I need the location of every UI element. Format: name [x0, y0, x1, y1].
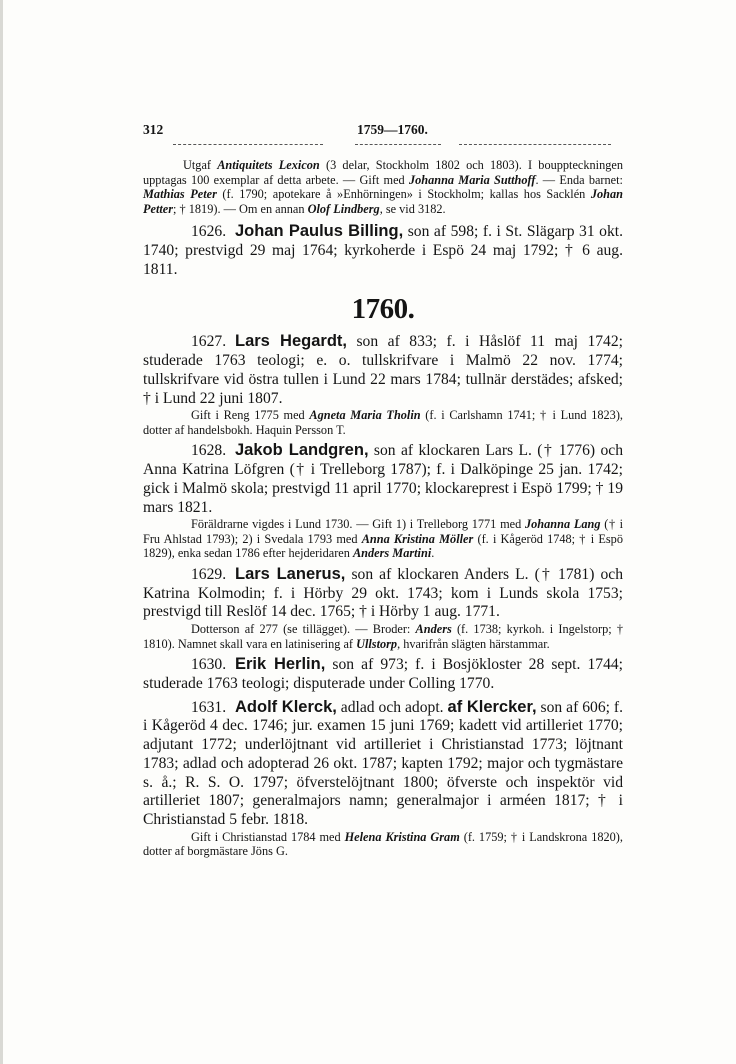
note-text: Gift i Christianstad 1784 med [191, 829, 345, 844]
person-name: Johanna Lang [525, 517, 601, 532]
note-text: . [431, 546, 435, 561]
entry-1628-note [143, 517, 623, 561]
entry-number: 1630. [191, 656, 227, 674]
book-title: Antiquitets Lexicon [217, 158, 320, 172]
entry-number: 1626. [191, 223, 227, 241]
entry-name: Johan Paulus Billing, [235, 222, 404, 241]
entry-number: 1627. [191, 333, 227, 351]
page-number: 312 [143, 122, 164, 137]
header-rule-middle [355, 144, 441, 145]
entry-text: son af 833; f. i Håslöf 11 maj 1742; studerade 1763 teologi; e. o. tullskrifvare i Malmö 22 nov. 1774; tullskrifvare vid östra tullen i Lund 22 mars 1784; tullnär derstädes; afsked; † i Lund 22 juni 1807. [143, 333, 623, 407]
running-title: 1759—1760. [357, 122, 428, 137]
entry-name: Lars Hegardt, [235, 332, 347, 351]
person-name: Johan Petter [143, 187, 623, 216]
entry-1627-note [143, 408, 623, 437]
person-name: Helena Kristina Gram [344, 829, 460, 844]
person-name: Olof Lindberg [307, 201, 380, 216]
scan-edge [0, 0, 3, 1064]
entry-name-noble: af Klercker, [447, 697, 537, 716]
entry-text: son af 606; f. i Kågeröd 4 dec. 1746; jur. examen 15 juni 1769; kadett vid artilleriet 1770; adjutant 1772; underlöjtnant vid artilleriet i Christianstad 1773; löjtnant 1783; adlad och adopterad 26 okt. 1787; kapten 1792; major och tygmästare s. å.; R. S. O. 1797; öfverstelöjtnant 1800; öfverste och inspektör vid artilleriet 1807; generalmajors namn; generalmajor i arméen 1817; † i Christianstad 5 febr. 1818. [143, 698, 623, 828]
person-name: Anders Martini [352, 546, 432, 561]
note-text: , se vid 3182. [379, 201, 446, 216]
place-name: Ullstorp [356, 636, 398, 651]
note-text: Föräldrarne vigdes i Lund 1730. — Gift 1) i Trelleborg 1771 med [191, 517, 525, 532]
entry-text: son af 598; f. i St. Slägarp 31 okt. 1740; prestvigd 29 maj 1764; kyrkoherde i Espö 24 maj 1792; † 6 aug. 1811. [143, 223, 624, 278]
entry-text: son af klockaren Lars L. († 1776) och Anna Katrina Löfgren († i Trelleborg 1787); f. i Dalköpinge 25 jan. 1742; gick i Malmö skola; prestvigd 11 april 1770; klockareprest i Espö 1799; † 19 mars 1821. [143, 442, 623, 516]
person-name: Johanna Maria Sutthoff [408, 172, 536, 187]
note-text: , hvarifrån slägten härstammar. [397, 636, 550, 651]
entry-name: Erik Herlin, [235, 655, 326, 674]
entry-1626 [143, 222, 623, 279]
entry-1628 [143, 441, 623, 517]
entry-1631 [143, 698, 623, 830]
entry-name: Jakob Landgren, [235, 441, 369, 460]
entry-name: Adolf Klerck, [235, 697, 337, 716]
entry-number: 1629. [191, 566, 227, 584]
entry-1630 [143, 655, 623, 693]
entry-text: son af 973; f. i Bosjökloster 28 sept. 1744; studerade 1763 teologi; disputerade under Colling 1770. [143, 656, 623, 693]
person-name: Anders [415, 622, 452, 637]
year-heading: 1760. [351, 293, 415, 326]
header-rule-left [173, 144, 323, 145]
entry-name: Lars Lanerus, [235, 565, 346, 584]
note-text: (3 delar, Stockholm 1802 och 1803). I bouppteckningen upptagas 100 exemplar af detta arbete. — Gift med [143, 158, 623, 187]
note-text: . — Enda barnet: [535, 172, 623, 187]
note-text: (f. i Kågeröd 1748; † i Espö 1829), enka sedan 1786 efter hejderidaren [143, 531, 623, 561]
note-text: ; † 1819). — Om en annan [173, 201, 308, 216]
note-text: (f. 1738; kyrkoh. i Ingelstorp; † 1810). Namnet skall vara en latinisering af [143, 622, 623, 651]
entry-1627 [143, 332, 623, 408]
book-page [143, 114, 623, 859]
header-rule-right [459, 144, 611, 145]
note-text: († i Fru Ahlstad 1793); 2) i Svedala 1793 med [143, 517, 624, 546]
entry-text: son af klockaren Anders L. († 1781) och Katrina Kolmodin; f. i Hörby 29 okt. 1743; kom i Lunds skola 1753; prestvigd till Reslöf 14 dec. 1765; † i Hörby 1 aug. 1771. [143, 566, 623, 621]
note-text: (f. 1790; apotekare å »Enhörningen» i Stockholm; kallas hos Sacklén [216, 187, 591, 202]
person-name: Mathias Peter [143, 187, 217, 202]
intro-note [143, 158, 623, 216]
entry-number: 1628. [191, 442, 227, 460]
entry-number: 1631. [191, 698, 227, 716]
entry-text: adlad och adopt. [336, 698, 448, 716]
note-text: (f. 1759; † i Landskrona 1820), dotter af borgmästare Jöns G. [143, 829, 623, 859]
note-text: Dotterson af 277 (se tillägget). — Broder: [191, 622, 416, 637]
entry-1629-note [143, 622, 623, 651]
person-name: Agneta Maria Tholin [309, 408, 421, 423]
entry-1629 [143, 565, 623, 622]
person-name: Anna Kristina Möller [361, 531, 474, 546]
running-header [143, 114, 623, 144]
note-text: (f. i Carlshamn 1741; † i Lund 1823), dotter af handelsbokh. Haquin Persson T. [143, 408, 623, 437]
entry-1631-note [143, 830, 623, 859]
note-text: Utgaf [183, 158, 218, 172]
note-text: Gift i Reng 1775 med [191, 408, 310, 423]
